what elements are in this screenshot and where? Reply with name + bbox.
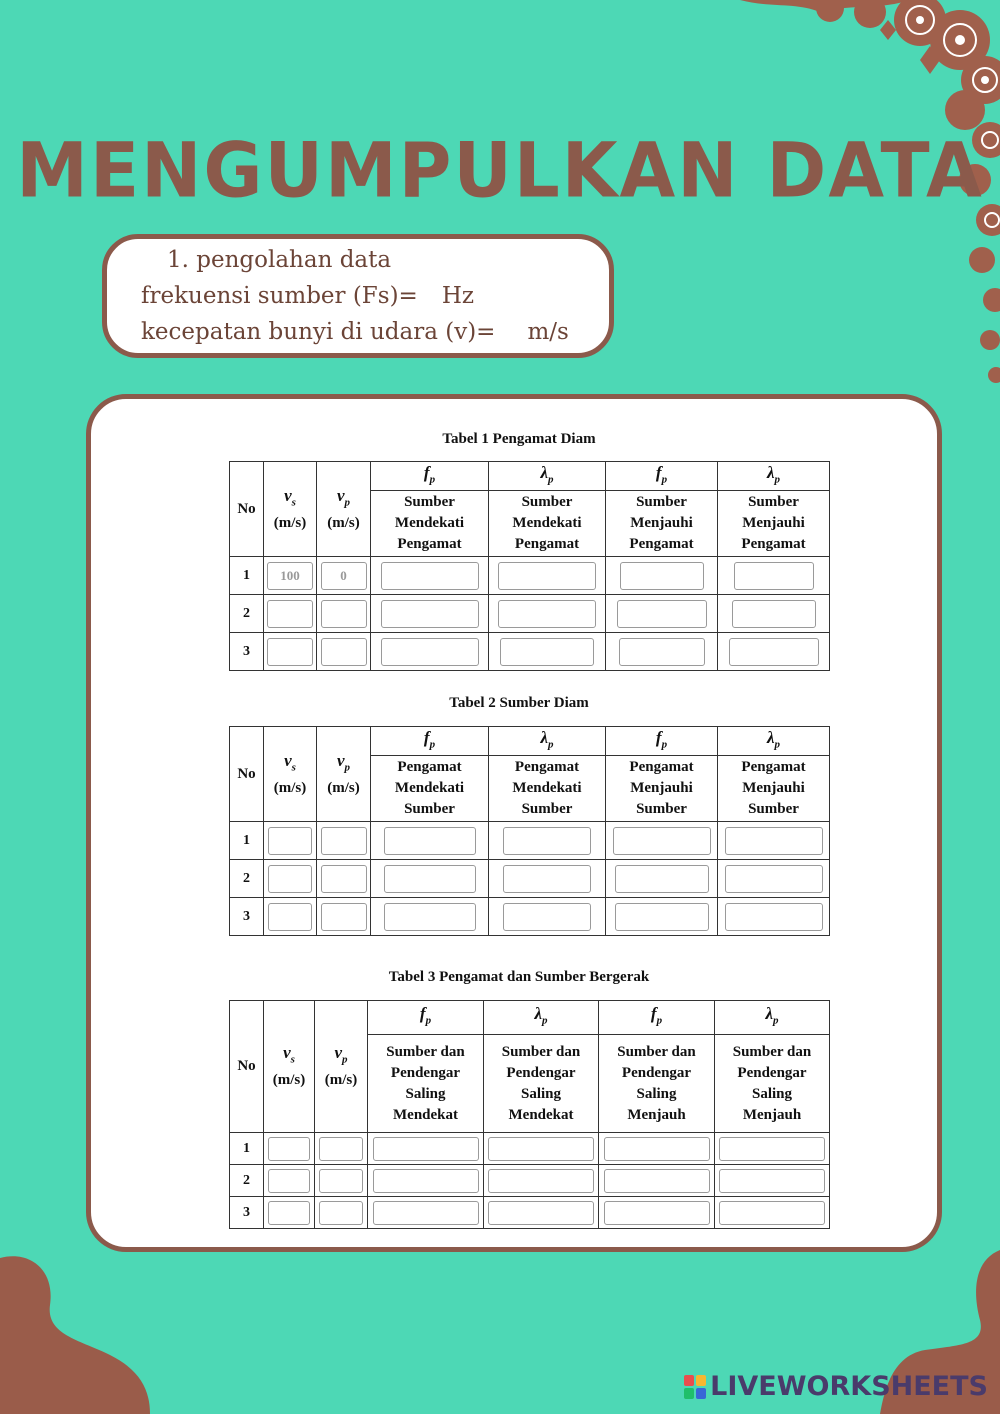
- col-fp-symbol: $f_p$: [599, 1001, 715, 1035]
- col-header: Sumber Menjauhi Pengamat: [606, 491, 718, 557]
- table-cell: [371, 860, 489, 898]
- row-number: 2: [230, 595, 264, 633]
- vp-input[interactable]: [321, 903, 367, 931]
- table-cell: [489, 898, 606, 936]
- vs-input[interactable]: [267, 600, 313, 628]
- vp-input[interactable]: [319, 1169, 363, 1193]
- vp-input[interactable]: [319, 1201, 363, 1225]
- answer-input[interactable]: [604, 1137, 710, 1161]
- answer-input[interactable]: [719, 1169, 825, 1193]
- row-number: 2: [230, 1165, 264, 1197]
- answer-input[interactable]: [498, 562, 596, 590]
- table-cell: [599, 1165, 715, 1197]
- table-cell: [599, 1197, 715, 1229]
- col-header: Sumber dan Pendengar Saling Mendekat: [484, 1035, 599, 1133]
- answer-input[interactable]: [373, 1201, 479, 1225]
- table-cell: [317, 633, 371, 671]
- table-cell: [484, 1165, 599, 1197]
- vp-input[interactable]: [321, 600, 367, 628]
- table-cell: [317, 860, 371, 898]
- table-cell: [368, 1133, 484, 1165]
- table-cell: [599, 1133, 715, 1165]
- sound-speed-line: [141, 319, 569, 345]
- col-header: Sumber dan Pendengar Saling Mendekat: [368, 1035, 484, 1133]
- col-header: Pengamat Menjauhi Sumber: [606, 756, 718, 822]
- vp-input[interactable]: [321, 638, 367, 666]
- col-no-header: No: [230, 462, 264, 557]
- answer-input[interactable]: [373, 1169, 479, 1193]
- table-cell: [489, 595, 606, 633]
- answer-input[interactable]: [381, 638, 479, 666]
- table-cell: [264, 557, 317, 595]
- col-vs-header: $v_s$ (m/s): [264, 1001, 315, 1133]
- row-number: 1: [230, 557, 264, 595]
- table-cell: [715, 1133, 830, 1165]
- col-header: Sumber Mendekati Pengamat: [371, 491, 489, 557]
- table-cell: [718, 898, 830, 936]
- col-vp-header: $v_p$ (m/s): [315, 1001, 368, 1133]
- col-lambda-symbol: $\lambda_p$: [718, 727, 830, 756]
- vp-input[interactable]: [321, 827, 367, 855]
- table-cell: [718, 633, 830, 671]
- table-cell: [264, 822, 317, 860]
- row-number: 1: [230, 822, 264, 860]
- answer-input[interactable]: [488, 1201, 594, 1225]
- frequency-unit: Hz: [441, 283, 474, 309]
- table-cell: [315, 1133, 368, 1165]
- col-no-header: No: [230, 727, 264, 822]
- col-lambda-symbol: $\lambda_p$: [489, 462, 606, 491]
- answer-input[interactable]: [384, 903, 476, 931]
- col-header: Pengamat Mendekati Sumber: [371, 756, 489, 822]
- table-cell: [264, 1165, 315, 1197]
- col-vs-header: $v_s$ (m/s): [264, 727, 317, 822]
- table-cell: [489, 633, 606, 671]
- answer-input[interactable]: [384, 827, 476, 855]
- row-number: 2: [230, 860, 264, 898]
- answer-input[interactable]: [615, 903, 709, 931]
- vs-input[interactable]: [268, 1201, 310, 1225]
- vs-input[interactable]: [268, 903, 312, 931]
- col-fp-symbol: $f_p$: [606, 727, 718, 756]
- table-cell: [371, 595, 489, 633]
- answer-input[interactable]: [381, 600, 479, 628]
- answer-input[interactable]: [381, 562, 479, 590]
- col-fp-symbol: $f_p$: [371, 727, 489, 756]
- col-lambda-symbol: $\lambda_p$: [718, 462, 830, 491]
- table1: [229, 461, 830, 671]
- col-vs-header: $v_s$ (m/s): [264, 462, 317, 557]
- answer-input[interactable]: [725, 903, 823, 931]
- table-cell: [489, 822, 606, 860]
- answer-input[interactable]: [617, 600, 707, 628]
- row-number: 3: [230, 633, 264, 671]
- source-frequency-line: [141, 283, 474, 309]
- col-vp-header: $v_p$ (m/s): [317, 462, 371, 557]
- answer-input[interactable]: [604, 1201, 710, 1225]
- col-header: Pengamat Mendekati Sumber: [489, 756, 606, 822]
- row-number: 1: [230, 1133, 264, 1165]
- vs-input[interactable]: [268, 1169, 310, 1193]
- col-fp-symbol: $f_p$: [371, 462, 489, 491]
- table-cell: [371, 633, 489, 671]
- answer-input[interactable]: [500, 638, 594, 666]
- table2-caption: Tabel 2 Sumber Diam: [449, 695, 589, 711]
- answer-input[interactable]: [384, 865, 476, 893]
- liveworksheets-logo-icon: [684, 1375, 706, 1399]
- col-header: Pengamat Menjauhi Sumber: [718, 756, 830, 822]
- table-cell: [606, 860, 718, 898]
- col-lambda-symbol: $\lambda_p$: [715, 1001, 830, 1035]
- vs-input[interactable]: [268, 865, 312, 893]
- table-cell: [317, 822, 371, 860]
- table-cell: [264, 633, 317, 671]
- col-header: Sumber Menjauhi Pengamat: [718, 491, 830, 557]
- table-cell: [264, 898, 317, 936]
- answer-input[interactable]: [498, 600, 596, 628]
- answer-input[interactable]: [725, 865, 823, 893]
- table-cell: [606, 633, 718, 671]
- answer-input[interactable]: [725, 827, 823, 855]
- answer-input[interactable]: [488, 1137, 594, 1161]
- table-cell: [371, 822, 489, 860]
- table2: [229, 726, 830, 936]
- answer-input[interactable]: [488, 1169, 594, 1193]
- table-cell: [606, 557, 718, 595]
- table-cell: [718, 557, 830, 595]
- table-cell: [718, 595, 830, 633]
- table1-caption: Tabel 1 Pengamat Diam: [442, 431, 596, 447]
- table-cell: [371, 898, 489, 936]
- vs-input[interactable]: [268, 1137, 310, 1161]
- col-header: Sumber Mendekati Pengamat: [489, 491, 606, 557]
- vp-input[interactable]: [321, 865, 367, 893]
- table-cell: [715, 1165, 830, 1197]
- row-number: 3: [230, 1197, 264, 1229]
- source-frequency-label: frekuensi sumber (Fs)=: [141, 283, 418, 309]
- answer-input[interactable]: [503, 865, 591, 893]
- vs-input[interactable]: [268, 827, 312, 855]
- col-vp-header: $v_p$ (m/s): [317, 727, 371, 822]
- table-cell: [317, 595, 371, 633]
- answer-input[interactable]: [615, 865, 709, 893]
- table-cell: [484, 1197, 599, 1229]
- vp-input[interactable]: 0: [321, 562, 367, 590]
- table-cell: [715, 1197, 830, 1229]
- vp-input[interactable]: [319, 1137, 363, 1161]
- answer-input[interactable]: [620, 562, 704, 590]
- brand-name: LIVEWORKSHEETS: [710, 1371, 988, 1402]
- col-lambda-symbol: $\lambda_p$: [489, 727, 606, 756]
- col-header: Sumber dan Pendengar Saling Menjauh: [715, 1035, 830, 1133]
- table-cell: [718, 822, 830, 860]
- table-cell: [368, 1165, 484, 1197]
- table-cell: [315, 1197, 368, 1229]
- table-cell: [606, 898, 718, 936]
- answer-input[interactable]: [604, 1169, 710, 1193]
- answer-input[interactable]: [719, 1137, 825, 1161]
- table-cell: [317, 557, 371, 595]
- answer-input[interactable]: [373, 1137, 479, 1161]
- row-number: 3: [230, 898, 264, 936]
- table3-caption: Tabel 3 Pengamat dan Sumber Bergerak: [388, 969, 650, 985]
- page-title: MENGUMPULKAN DATA: [16, 125, 984, 215]
- col-no-header: No: [230, 1001, 264, 1133]
- vs-input[interactable]: [267, 638, 313, 666]
- answer-input[interactable]: [619, 638, 705, 666]
- answer-input[interactable]: [729, 638, 819, 666]
- table-cell: [484, 1133, 599, 1165]
- table-cell: [606, 595, 718, 633]
- col-fp-symbol: $f_p$: [606, 462, 718, 491]
- table-cell: [264, 860, 317, 898]
- table-cell: [489, 860, 606, 898]
- table-cell: [606, 822, 718, 860]
- sound-speed-label: kecepatan bunyi di udara (v)=: [141, 319, 496, 345]
- data-processing-box: [102, 234, 614, 358]
- table-cell: [264, 1133, 315, 1165]
- answer-input[interactable]: [734, 562, 814, 590]
- speed-unit: m/s: [527, 319, 569, 345]
- vs-input[interactable]: 100: [267, 562, 313, 590]
- processing-heading: 1. pengolahan data: [167, 247, 392, 273]
- answer-input[interactable]: [719, 1201, 825, 1225]
- table-cell: [317, 898, 371, 936]
- table-cell: [489, 557, 606, 595]
- tables-panel: [86, 394, 942, 1252]
- answer-input[interactable]: [503, 827, 591, 855]
- table-cell: [315, 1165, 368, 1197]
- answer-input[interactable]: [613, 827, 711, 855]
- table3: [229, 1000, 830, 1229]
- col-lambda-symbol: $\lambda_p$: [484, 1001, 599, 1035]
- bottom-left-blob-decoration: [0, 1250, 160, 1414]
- answer-input[interactable]: [732, 600, 816, 628]
- col-fp-symbol: $f_p$: [368, 1001, 484, 1035]
- table-cell: [371, 557, 489, 595]
- table-cell: [264, 595, 317, 633]
- table-cell: [368, 1197, 484, 1229]
- col-header: Sumber dan Pendengar Saling Menjauh: [599, 1035, 715, 1133]
- liveworksheets-brand: [684, 1371, 988, 1402]
- table-cell: [718, 860, 830, 898]
- answer-input[interactable]: [503, 903, 591, 931]
- table-cell: [264, 1197, 315, 1229]
